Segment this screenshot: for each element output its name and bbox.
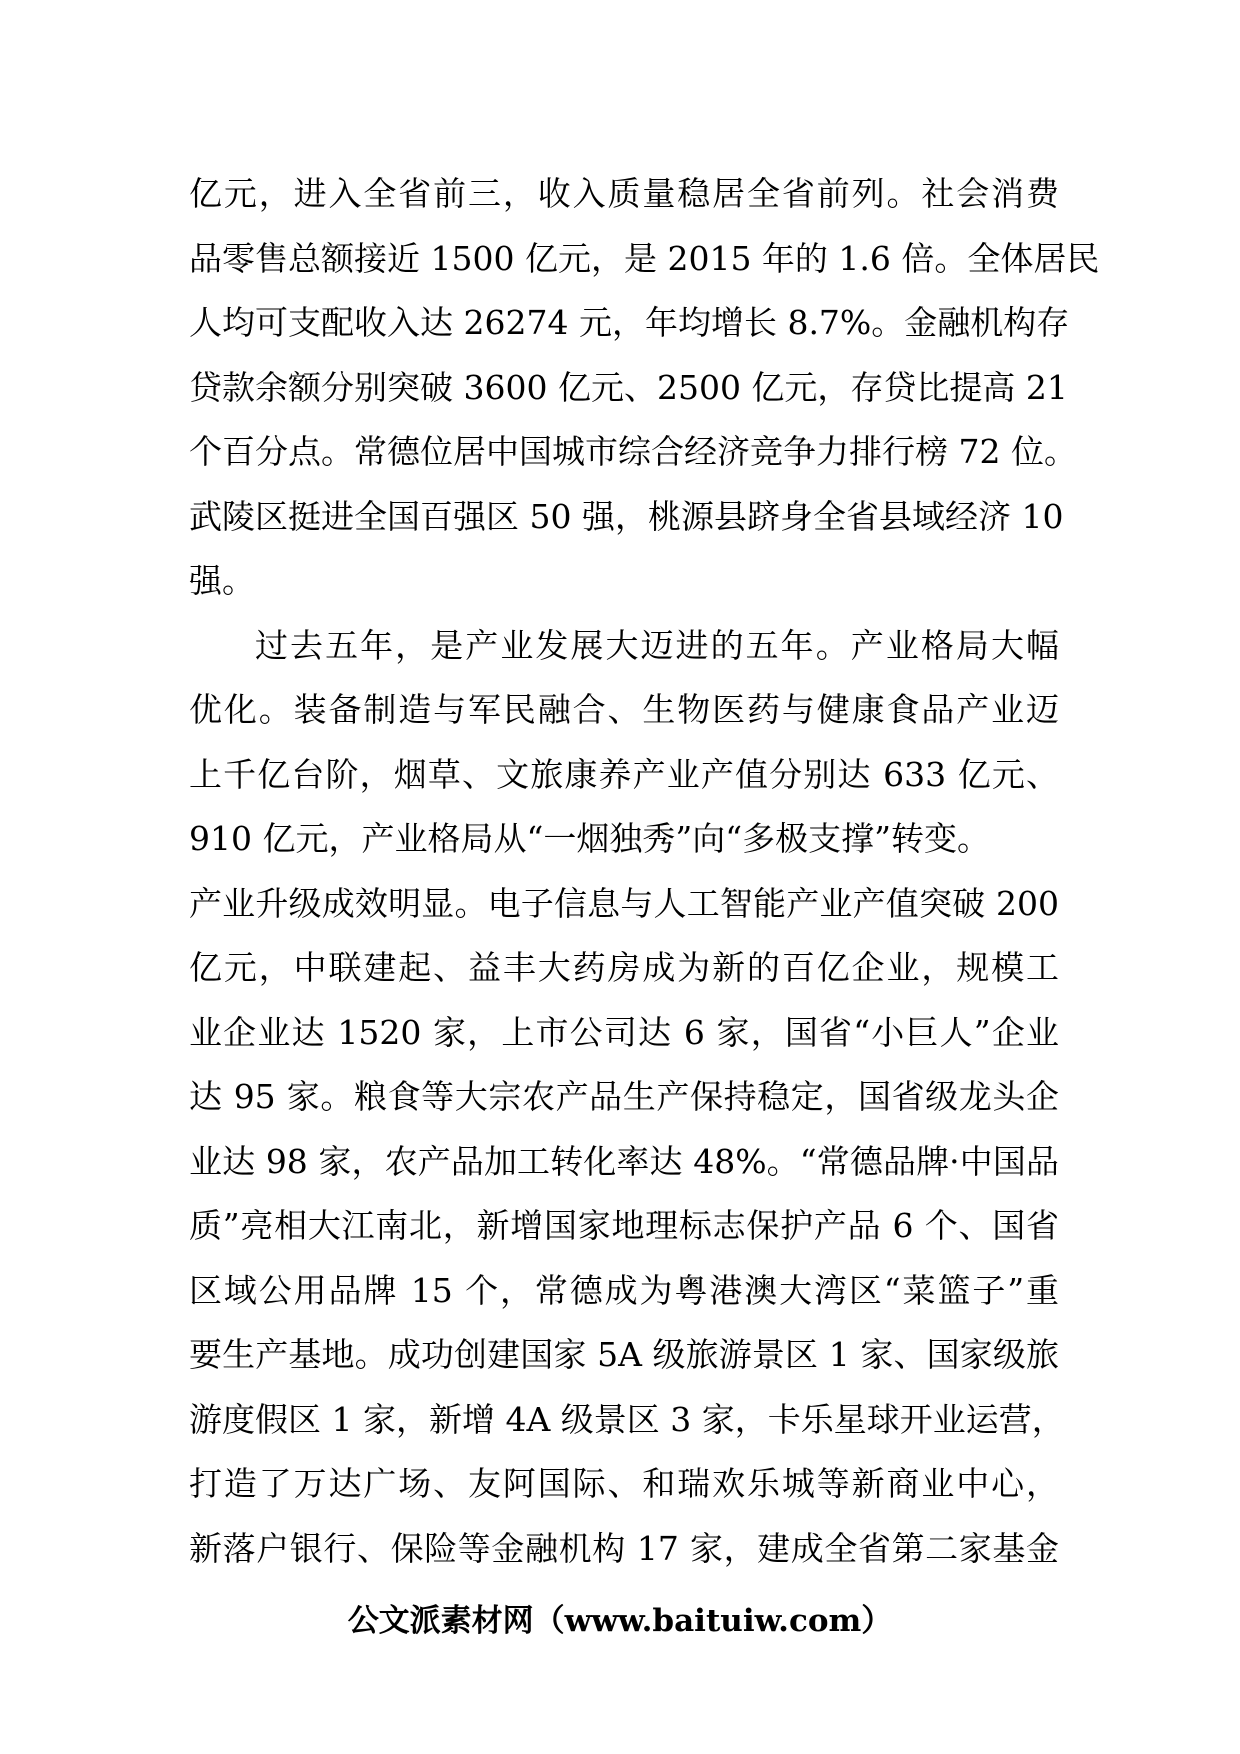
text-line: 新落户银行、保险等金融机构 17 家，建成全省第二家基金 [189,1528,1059,1568]
text-line: 品零售总额接近 1500 亿元，是 2015 年的 1.6 倍。全体居民 [189,238,1100,278]
text-line: 武陵区挺进全国百强区 50 强，桃源县跻身全省县域经济 10 [189,496,1064,536]
footer-watermark: 公文派素材网（www.baituiw.com） [347,1603,893,1639]
text-line: 达 95 家。粮食等大宗农产品生产保持稳定，国省级龙头企 [189,1077,1059,1116]
text-line: 要生产基地。成功创建国家 5A 级旅游景区 1 家、国家级旅 [189,1335,1059,1374]
text-line: 区域公用品牌 15 个，常德成为粤港澳大湾区“菜篮子”重 [189,1270,1059,1310]
text-line: 优化。装备制造与军民融合、生物医药与健康食品产业迈 [189,690,1059,729]
text-line: 贷款余额分别突破 3600 亿元、2500 亿元，存贷比提高 21 [189,367,1068,407]
text-line: 业达 98 家，农产品加工转化率达 48%。“常德品牌·中国品 [189,1141,1059,1181]
text-line: 游度假区 1 家，新增 4A 级景区 3 家，卡乐星球开业运营， [189,1399,1065,1439]
text-line: 上千亿台阶，烟草、文旅康养产业产值分别达 633 亿元、 [189,754,1059,794]
text-line: 亿元，中联建起、益丰大药房成为新的百亿企业，规模工 [189,948,1059,987]
text-line: 910 亿元，产业格局从“一烟独秀”向“多极支撑”转变。 [189,819,990,858]
document-body [189,162,1100,1581]
text-line: 亿元，进入全省前三，收入质量稳居全省前列。社会消费 [189,174,1059,213]
text-line: 过去五年，是产业发展大迈进的五年。产业格局大幅 [255,625,1059,665]
text-line: 人均可支配收入达 26274 元，年均增长 8.7%。金融机构存 [189,303,1070,342]
text-line: 产业升级成效明显。电子信息与人工智能产业产值突破 200 [189,883,1059,923]
text-line: 业企业达 1520 家，上市公司达 6 家，国省“小巨人”企业 [189,1012,1059,1052]
text-line: 个百分点。常德位居中国城市综合经济竞争力排行榜 72 位。 [189,432,1077,471]
text-line: 强。 [189,561,255,600]
text-line: 质”亮相大江南北，新增国家地理标志保护产品 6 个、国省 [189,1206,1059,1245]
text-line: 打造了万达广场、友阿国际、和瑞欢乐城等新商业中心， [189,1464,1059,1503]
